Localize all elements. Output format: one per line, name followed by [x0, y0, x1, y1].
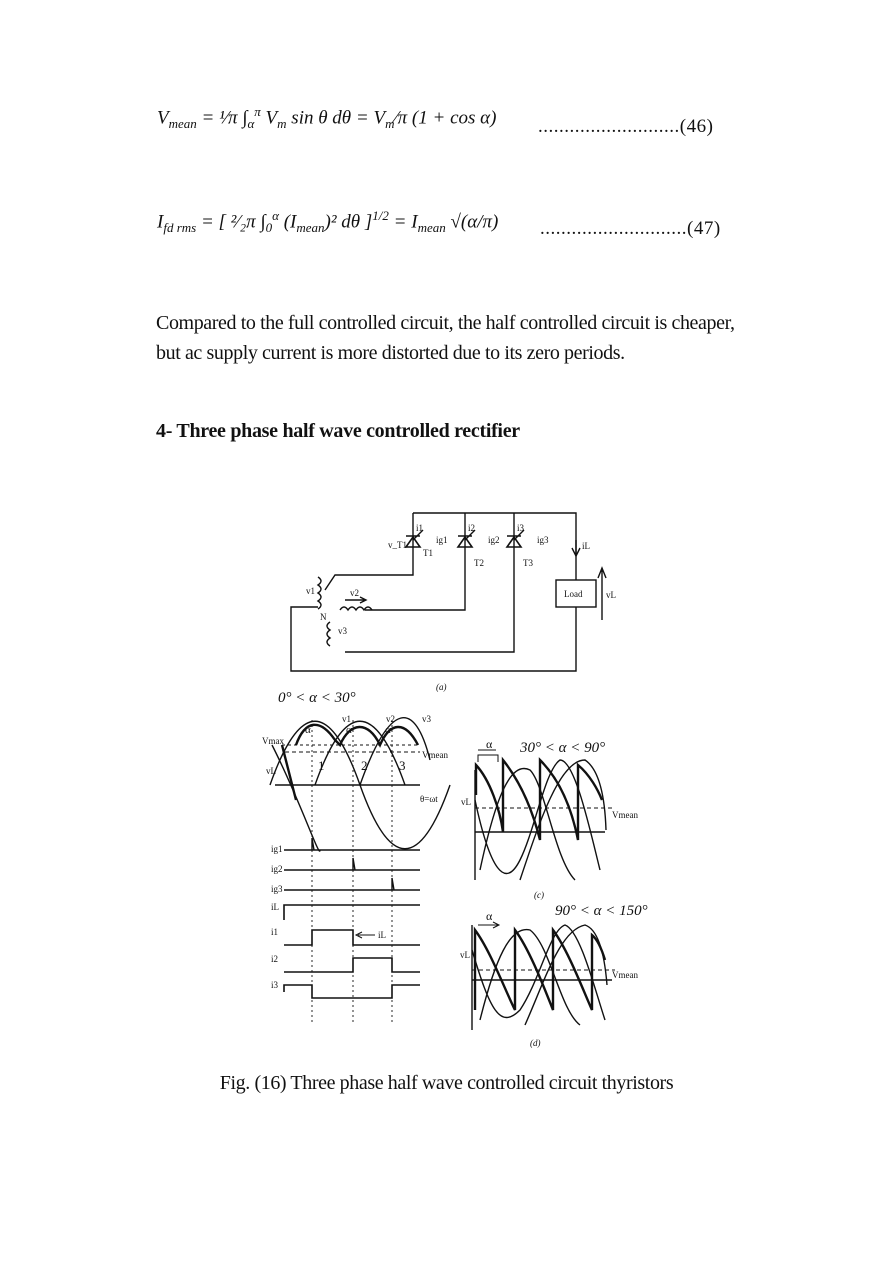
eq46-frac: V — [373, 107, 386, 129]
b-v2: v2 — [386, 714, 395, 724]
b-phase-2: 2 — [361, 758, 368, 773]
c-alpha: α — [486, 737, 493, 751]
row-i2 — [284, 958, 420, 972]
b-vmax: Vmax — [262, 736, 284, 746]
label-n: N — [320, 612, 327, 622]
eq46-int-low: α — [247, 116, 255, 132]
label-v2: v2 — [350, 588, 359, 598]
eq47-eq2-sub: mean — [417, 220, 446, 236]
b-alpha-2: α — [346, 724, 352, 736]
label-vl: vL — [606, 590, 616, 600]
load-return-wire — [291, 607, 576, 671]
eq47-power: 1/2 — [372, 208, 389, 223]
label-t2: T2 — [474, 558, 484, 568]
eq46-rest: sin θ dθ = — [286, 107, 374, 129]
eq47-body: = [ ²⁄₂π ∫ — [196, 211, 266, 233]
b-vl-bold — [282, 725, 418, 800]
equation-46-number: ...........................(46) — [538, 116, 714, 137]
equation-47-number: ............................(47) — [540, 218, 721, 239]
b-v1: v1 — [342, 714, 351, 724]
b-phase-3: 3 — [399, 758, 406, 773]
label-i3: i3 — [517, 523, 525, 533]
section-heading: 4- Three phase half wave controlled rectifier — [156, 420, 520, 442]
label-ig1: ig1 — [436, 535, 448, 545]
c-label: (c) — [534, 890, 544, 900]
row-i3 — [284, 985, 420, 998]
b-row-i1: i1 — [271, 927, 279, 937]
label-i1: i1 — [416, 523, 424, 533]
row-il — [284, 905, 420, 920]
label-t1: T1 — [423, 548, 433, 558]
label-v1: v1 — [306, 586, 315, 596]
d-vmean: Vmean — [612, 970, 638, 980]
label-t3: T3 — [523, 558, 533, 568]
label-load: Load — [564, 589, 583, 599]
panel-b — [270, 718, 450, 1025]
eq47-tail: √(α/π) — [445, 211, 499, 233]
panel-c — [475, 750, 615, 880]
eq46-lhs-sub: mean — [168, 116, 197, 132]
phase1-wire — [325, 563, 413, 590]
circuit-diagram — [291, 513, 606, 671]
eq47-lhs-sub: fd rms — [163, 220, 197, 236]
eq46-frac-sub: m — [385, 116, 395, 132]
label-il: iL — [582, 541, 590, 551]
row-ig2 — [284, 858, 420, 870]
label-panel-a: (a) — [436, 682, 447, 692]
b-v3: v3 — [422, 714, 431, 724]
c-vl: vL — [461, 797, 471, 807]
t2-wire — [365, 513, 465, 610]
panel-d — [472, 922, 615, 1030]
label-v-t1: v_T1 — [388, 540, 407, 550]
eq47-rest: )² dθ ] — [324, 211, 373, 233]
eq47-integrand: (I — [278, 211, 297, 233]
eq46-tail: (1 + cos α) — [407, 107, 497, 129]
b-alpha-1: α — [305, 724, 311, 736]
label-ig2: ig2 — [488, 535, 500, 545]
b-vl: vL — [266, 766, 276, 776]
eq46-lhs: V — [157, 107, 169, 129]
b-alpha-3: α — [385, 724, 391, 736]
il-mark-arrow — [356, 932, 375, 938]
winding-v3 — [327, 622, 330, 646]
figure-caption: Fig. (16) Three phase half wave controlled circuit thyristors — [219, 1072, 674, 1094]
eq47-int-up: α — [272, 208, 279, 223]
eq46-integrand-sub: m — [277, 116, 287, 132]
eq46-int-up: π — [254, 104, 261, 119]
b-row-ig2: ig2 — [271, 864, 283, 874]
c-alpha-marker — [478, 750, 498, 762]
label-v3: v3 — [338, 626, 347, 636]
top-bus-wire — [413, 513, 576, 580]
b-theta: θ=ωt — [420, 794, 438, 804]
vl-arrow — [598, 568, 606, 620]
c-vmean: Vmean — [612, 810, 638, 820]
label-ig3: ig3 — [537, 535, 549, 545]
label-i2: i2 — [468, 523, 476, 533]
b-range: 0° < α < 30° — [278, 690, 356, 706]
b-il-mark: iL — [378, 930, 386, 940]
body-paragraph: Compared to the full controlled circuit, the half controlled circuit is cheaper, but ac supply current is more distorted due to its zero periods. — [156, 312, 735, 364]
row-ig3 — [284, 878, 420, 890]
b-row-i3: i3 — [271, 980, 279, 990]
eq47-lhs: I — [157, 211, 164, 233]
winding-v1 — [318, 577, 321, 609]
b-row-ig3: ig3 — [271, 884, 283, 894]
il-arrow — [572, 540, 580, 556]
d-vl: vL — [460, 950, 470, 960]
b-row-il: iL — [271, 902, 279, 912]
d-label: (d) — [530, 1038, 541, 1048]
eq47-eq2: = I — [388, 211, 418, 233]
c-range: 30° < α < 90° — [520, 740, 606, 756]
eq47-integrand-sub: mean — [296, 220, 325, 236]
b-row-ig1: ig1 — [271, 844, 283, 854]
eq47-int-low: 0 — [265, 220, 273, 236]
b-vmean: Vmean — [422, 750, 448, 760]
d-range: 90° < α < 150° — [555, 903, 648, 919]
c-vl-bold — [476, 760, 602, 840]
eq46-frac-den: ⁄π — [394, 107, 408, 129]
row-i1 — [284, 930, 420, 945]
eq46-integrand: V — [260, 107, 278, 129]
t3-wire — [345, 513, 514, 652]
b-phase-1: 1 — [318, 758, 325, 773]
d-alpha: α — [486, 909, 493, 923]
eq46-body: = ¹⁄π ∫ — [196, 107, 248, 129]
b-row-i2: i2 — [271, 954, 279, 964]
